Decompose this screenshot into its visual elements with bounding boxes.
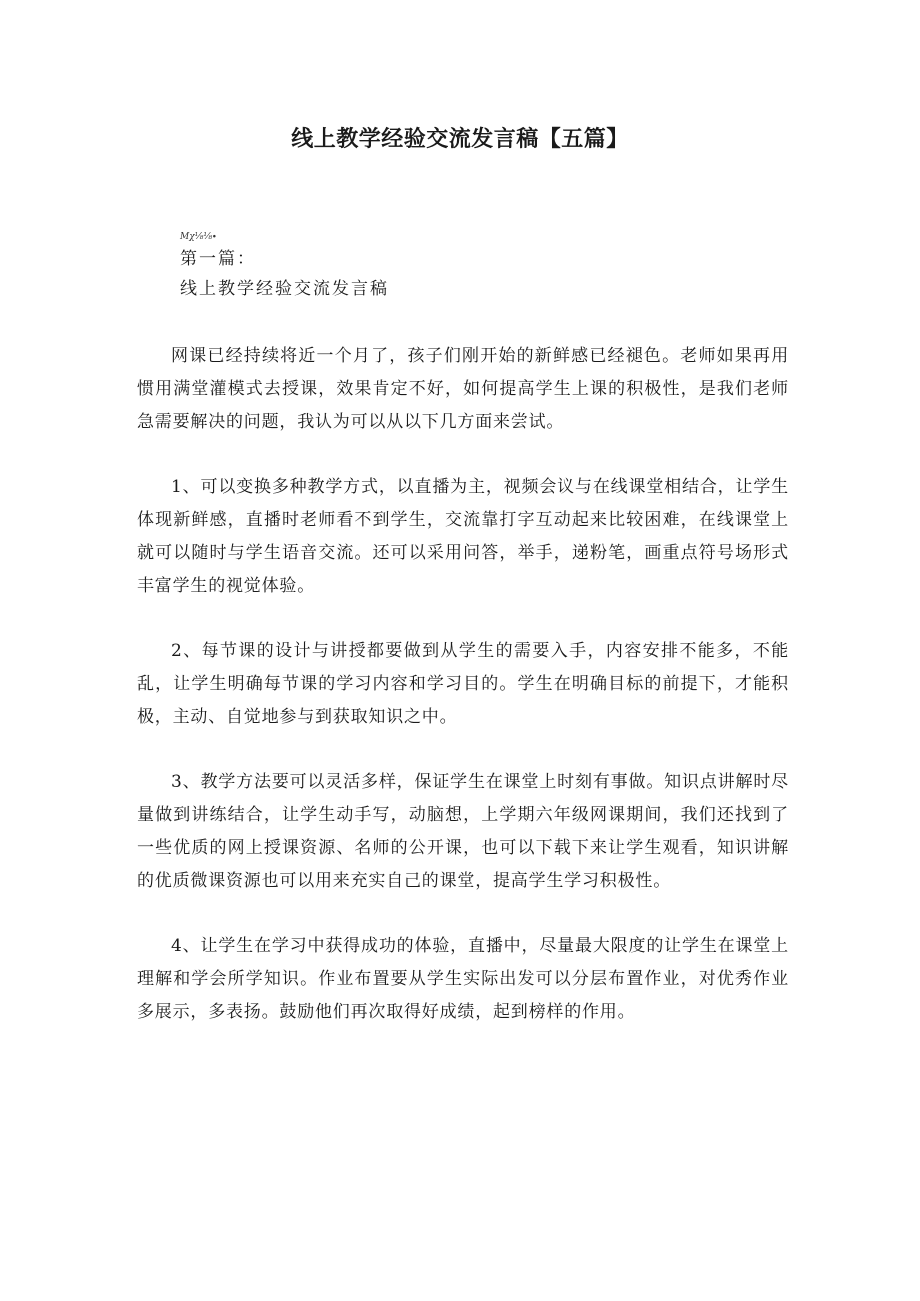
stamp-mark: Mχ⅛⅛∙: [180, 232, 217, 242]
section-subtitle: 线上教学经验交流发言稿: [180, 279, 389, 299]
paragraph: 2、每节课的设计与讲授都要做到从学生的需要入手，内容安排不能多，不能乱，让学生明确每节课的学习内容和学习目的。学生在明确目标的前提下，才能积极，主动、自觉地参与到获取知识之中。: [137, 641, 789, 727]
document-body: [137, 340, 789, 1061]
paragraph: 1、可以变换多种教学方式，以直播为主，视频会议与在线课堂相结合，让学生体现新鲜感，直播时老师看不到学生，交流靠打字互动起来比较困难，在线课堂上就可以随时与学生语音交流。还可以采用问答，举手，递粉笔，画重点符号场形式丰富学生的视觉体验。: [137, 477, 789, 596]
document-title: 线上教学经验交流发言稿【五篇】: [291, 127, 629, 152]
paragraph: 4、让学生在学习中获得成功的体验，直播中，尽量最大限度的让学生在课堂上理解和学会所学知识。作业布置要从学生实际出发可以分层布置作业，对优秀作业多展示，多表扬。鼓励他们再次取得好成绩，起到榜样的作用。: [137, 936, 789, 1022]
paragraph: 3、教学方法要可以灵活多样，保证学生在课堂上时刻有事做。知识点讲解时尽量做到讲练结合，让学生动手写，动脑想，上学期六年级网课期间，我们还找到了一些优质的网上授课资源、名师的公开课，也可以下载下来让学生观看，知识讲解的优质微课资源也可以用来充实自己的课堂，提高学生学习积极性。: [137, 772, 789, 891]
section-label: 第一篇：: [180, 249, 256, 269]
paragraph: 网课已经持续将近一个月了，孩子们刚开始的新鲜感已经褪色。老师如果再用惯用满堂灌模式去授课，效果肯定不好，如何提高学生上课的积极性，是我们老师急需要解决的问题，我认为可以从以下几方面来尝试。: [137, 346, 789, 432]
